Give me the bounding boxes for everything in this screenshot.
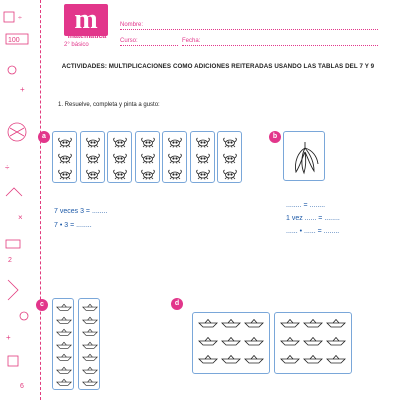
crab-icon: [195, 152, 211, 164]
paper-boat-icon: [198, 337, 218, 346]
boat-grid-box: [192, 312, 270, 374]
section-a-line2[interactable]: 7 • 3 = ........: [54, 222, 92, 229]
boat-grid-box: [274, 312, 352, 374]
logo-subject: matemática: [67, 33, 107, 40]
svg-text:6: 6: [20, 383, 24, 390]
decorative-border-doodles: [0, 0, 38, 400]
paper-boat-icon: [244, 319, 264, 328]
section-a-line1[interactable]: 7 veces 3 = ........: [54, 208, 108, 215]
paper-boat-icon: [326, 355, 346, 364]
paper-boat-icon: [326, 319, 346, 328]
section-d-badge: d: [171, 298, 183, 310]
paper-boat-icon: [280, 355, 300, 364]
paper-boat-icon: [221, 355, 241, 364]
section-b-line1[interactable]: ........ = ........: [286, 202, 326, 209]
paper-boat-icon: [82, 341, 98, 350]
crab-icon: [222, 152, 238, 164]
crab-icon: [57, 168, 73, 180]
crab-icon: [85, 152, 101, 164]
crab-icon: [112, 136, 128, 148]
paper-boat-icon: [303, 319, 323, 328]
paper-boat-icon: [82, 353, 98, 362]
svg-text:2: 2: [8, 257, 12, 264]
crab-group-box: [135, 131, 160, 183]
crab-group-box: [190, 131, 215, 183]
paper-boat-icon: [56, 353, 72, 362]
section-a-badge: a: [38, 131, 50, 143]
date-field[interactable]: Fecha:: [182, 38, 378, 46]
svg-text:÷: ÷: [5, 163, 10, 172]
svg-text:÷: ÷: [18, 15, 22, 22]
paper-boat-icon: [221, 319, 241, 328]
paper-boat-icon: [56, 378, 72, 387]
paper-boat-icon: [56, 366, 72, 375]
crab-icon: [222, 136, 238, 148]
crab-group-box: [217, 131, 242, 183]
svg-text:×: ×: [18, 213, 23, 222]
paper-boat-icon: [198, 319, 218, 328]
paper-boat-icon: [82, 378, 98, 387]
crab-group-box: [52, 131, 77, 183]
course-field[interactable]: Curso:: [120, 38, 178, 46]
paper-boat-icon: [56, 316, 72, 325]
paper-boat-icon: [303, 337, 323, 346]
crab-icon: [112, 152, 128, 164]
paper-boat-icon: [221, 337, 241, 346]
crab-icon: [57, 136, 73, 148]
dashed-border: [40, 0, 41, 400]
boat-column-box: [78, 298, 100, 390]
crab-icon: [222, 168, 238, 180]
crab-icon: [167, 136, 183, 148]
page-title: ACTIVIDADES: MULTIPLICACIONES COMO ADICIONES REITERADAS USANDO LAS TABLAS DEL 7 Y 9: [61, 63, 375, 70]
banana-box: [283, 131, 325, 181]
paper-boat-icon: [82, 303, 98, 312]
svg-text:100: 100: [8, 37, 20, 44]
name-field[interactable]: Nombre:: [120, 22, 378, 30]
crab-icon: [112, 168, 128, 180]
crab-icon: [140, 136, 156, 148]
crab-icon: [140, 152, 156, 164]
instruction: 1. Resuelve, completa y pinta a gusto:: [58, 102, 160, 108]
crab-group-box: [107, 131, 132, 183]
paper-boat-icon: [56, 303, 72, 312]
paper-boat-icon: [56, 341, 72, 350]
section-b-line3[interactable]: ...... • ...... = ........: [286, 228, 340, 235]
crab-icon: [85, 168, 101, 180]
crab-group-box: [162, 131, 187, 183]
paper-boat-icon: [82, 366, 98, 375]
section-b-line2[interactable]: 1 vez ...... = ........: [286, 215, 340, 222]
paper-boat-icon: [280, 337, 300, 346]
crab-icon: [167, 152, 183, 164]
crab-icon: [57, 152, 73, 164]
paper-boat-icon: [303, 355, 323, 364]
crab-group-box: [80, 131, 105, 183]
banana-icon: [290, 138, 320, 176]
section-c-badge: c: [36, 299, 48, 311]
paper-boat-icon: [56, 328, 72, 337]
crab-icon: [140, 168, 156, 180]
paper-boat-icon: [198, 355, 218, 364]
crab-icon: [195, 168, 211, 180]
paper-boat-icon: [244, 337, 264, 346]
logo: m: [64, 4, 108, 36]
svg-text:+: +: [6, 333, 11, 342]
section-b-badge: b: [269, 131, 281, 143]
boat-column-box: [52, 298, 74, 390]
svg-text:+: +: [20, 85, 25, 94]
paper-boat-icon: [326, 337, 346, 346]
grade-label: 2° básico: [64, 42, 89, 48]
paper-boat-icon: [82, 328, 98, 337]
paper-boat-icon: [82, 316, 98, 325]
crab-icon: [195, 136, 211, 148]
paper-boat-icon: [280, 319, 300, 328]
crab-icon: [167, 168, 183, 180]
crab-icon: [85, 136, 101, 148]
paper-boat-icon: [244, 355, 264, 364]
